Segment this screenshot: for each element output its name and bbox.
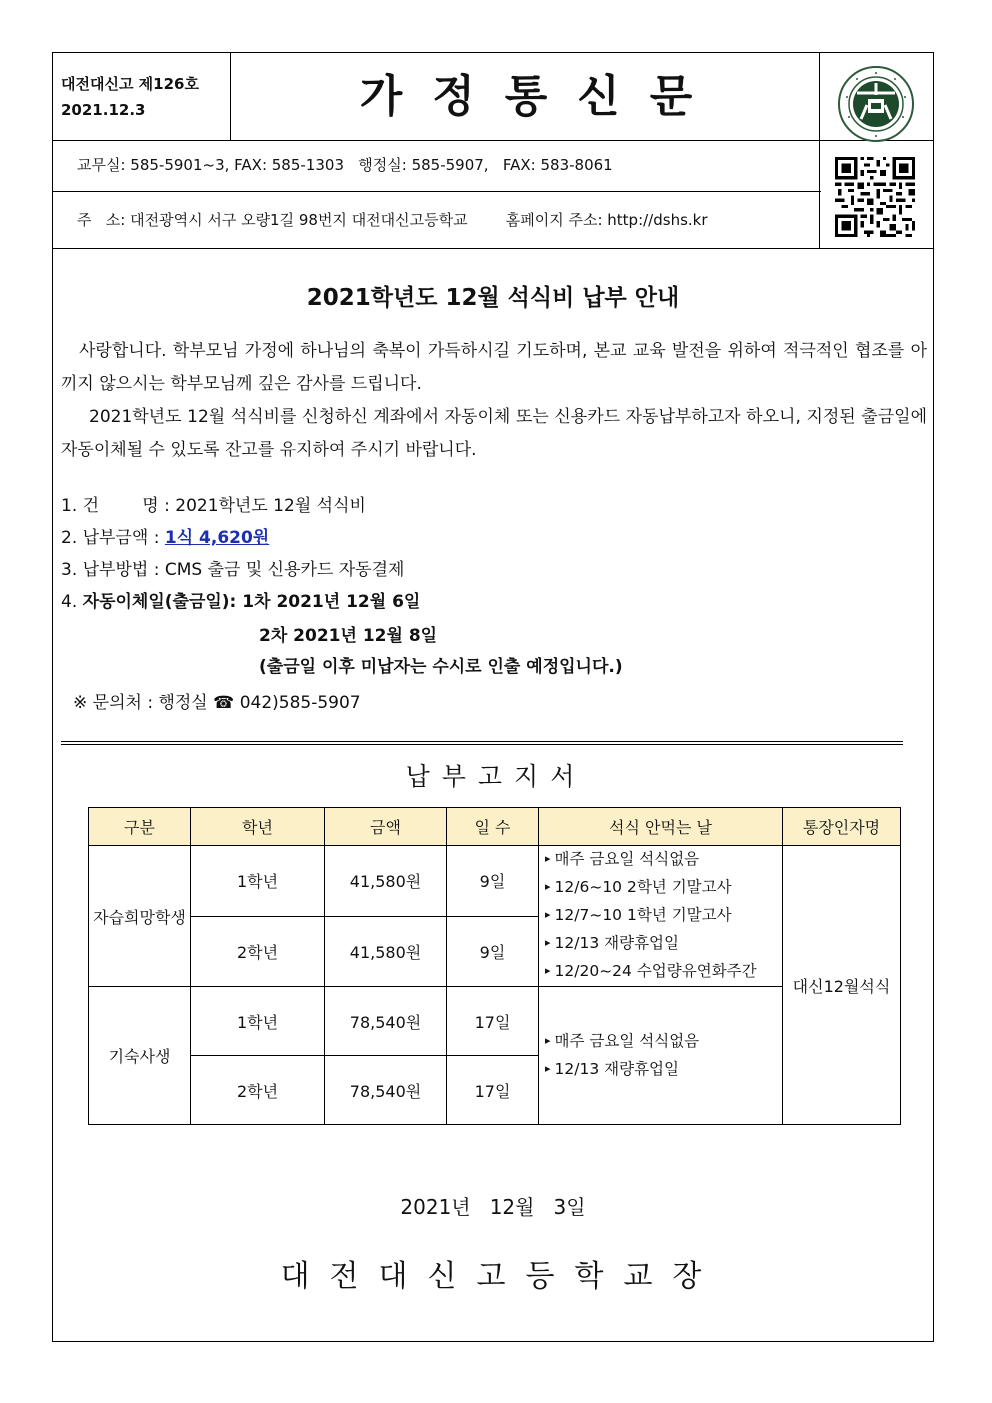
cut-line bbox=[61, 741, 903, 745]
instruction-paragraph: 2021학년도 12월 석식비를 신청하신 계좌에서 자동이체 또는 신용카드 자동납부하고자 하오니, 지정된 출금일에 자동이체될 수 있도록 잔고를 유지하여 주시기 바랍니다. bbox=[61, 407, 927, 460]
list-item: ▸ 매주 금요일 석식없음 bbox=[545, 1028, 782, 1056]
amount-cell: 41,580원 bbox=[325, 916, 447, 987]
item-method bbox=[61, 554, 404, 586]
payment-notice-title: 납부고지서 bbox=[405, 762, 587, 791]
item-label: 4. bbox=[61, 592, 78, 612]
skip-days-dormitory bbox=[539, 987, 783, 1125]
header-contacts: 교무실: 585-5901~3, FAX: 585-1303 행정실: 585-5907, FAX: 583-8061 bbox=[53, 140, 821, 192]
school-emblem-icon bbox=[837, 65, 915, 143]
amount-cell: 78,540원 bbox=[325, 1056, 447, 1125]
account-name-cell: 대신12월석식 bbox=[783, 846, 901, 1125]
grade-cell: 1학년 bbox=[191, 846, 325, 917]
header-top-row bbox=[53, 53, 933, 141]
second-debit-date: 2차 2021년 12월 8일 bbox=[259, 626, 438, 646]
grade-cell: 1학년 bbox=[191, 987, 325, 1056]
list-item: ▸ 12/13 재량휴업일 bbox=[545, 1056, 782, 1084]
amount-cell: 41,580원 bbox=[325, 846, 447, 917]
item-subject bbox=[61, 490, 366, 522]
days-cell: 9일 bbox=[447, 916, 539, 987]
item-value: 2021학년도 12월 석식비 bbox=[175, 496, 366, 516]
header-divider bbox=[53, 248, 933, 249]
col-grade: 학년 bbox=[191, 808, 325, 846]
item-value: 자동이체일(출금일): 1차 2021년 12월 6일 bbox=[82, 592, 421, 612]
debit-note: (출금일 이후 미납자는 수시로 인출 예정입니다.) bbox=[259, 657, 623, 677]
list-item: ▸ 12/6~10 2학년 기말고사 bbox=[545, 874, 782, 902]
col-account-name: 통장인자명 bbox=[783, 808, 901, 846]
days-cell: 9일 bbox=[447, 846, 539, 917]
logo-cell bbox=[819, 53, 933, 248]
item-value: CMS 출금 및 신용카드 자동결제 bbox=[164, 560, 405, 580]
item-label: 2. 납부금액 : bbox=[61, 528, 160, 548]
item-label: 3. 납부방법 : bbox=[61, 560, 160, 580]
col-category: 구분 bbox=[89, 808, 191, 846]
issue-info bbox=[53, 53, 231, 140]
principal-signature: 대전대신고등학교장 bbox=[280, 1259, 722, 1294]
list-item: ▸ 12/13 재량휴업일 bbox=[545, 930, 782, 958]
item-debit-date bbox=[61, 586, 420, 618]
days-cell: 17일 bbox=[447, 1056, 539, 1125]
amount-value: 1식 4,620원 bbox=[164, 528, 270, 548]
notice-page bbox=[52, 52, 934, 1342]
header-address: 주 소: 대전광역시 서구 오량1길 98번지 대전대신고등학교 홈페이지 주소: http://dshs.kr bbox=[77, 211, 708, 229]
days-cell: 17일 bbox=[447, 987, 539, 1056]
table-row bbox=[89, 987, 901, 1056]
table-row bbox=[89, 846, 901, 917]
group-dormitory: 기숙사생 bbox=[89, 987, 191, 1125]
item-label: 1. 건 명 : bbox=[61, 496, 170, 516]
group-self-study: 자습희망학생 bbox=[89, 846, 191, 987]
grade-cell: 2학년 bbox=[191, 916, 325, 987]
grade-cell: 2학년 bbox=[191, 1056, 325, 1125]
amount-cell: 78,540원 bbox=[325, 987, 447, 1056]
contact-info: ※ 문의처 : 행정실 ☎ 042)585-5907 bbox=[73, 693, 361, 713]
document-title: 가정통신문 bbox=[359, 71, 723, 122]
col-skip-days: 석식 안먹는 날 bbox=[539, 808, 783, 846]
col-amount: 금액 bbox=[325, 808, 447, 846]
list-item: ▸ 12/7~10 1학년 기말고사 bbox=[545, 902, 782, 930]
col-days: 일 수 bbox=[447, 808, 539, 846]
list-item: ▸ 12/20~24 수업량유연화주간 bbox=[545, 958, 782, 986]
skip-days-self-study bbox=[539, 846, 783, 987]
payment-table bbox=[88, 807, 901, 1125]
list-item: ▸ 매주 금요일 석식없음 bbox=[545, 846, 782, 874]
issue-number: 대전대신고 제126호 bbox=[61, 75, 199, 93]
notice-title: 2021학년도 12월 석식비 납부 안내 bbox=[306, 285, 680, 311]
greeting-paragraph: 사랑합니다. 학부모님 가정에 하나님의 축복이 가득하시길 기도하며, 본교 교육 발전을 위하여 적극적인 협조를 아끼지 않으시는 학부모님께 깊은 감사를 드립니다. bbox=[61, 341, 927, 394]
qr-code-icon bbox=[835, 157, 915, 237]
item-amount bbox=[61, 522, 269, 554]
table-header-row bbox=[89, 808, 901, 846]
issue-date: 2021.12.3 bbox=[61, 101, 146, 119]
issue-date-footer: 2021년 12월 3일 bbox=[400, 1195, 586, 1219]
